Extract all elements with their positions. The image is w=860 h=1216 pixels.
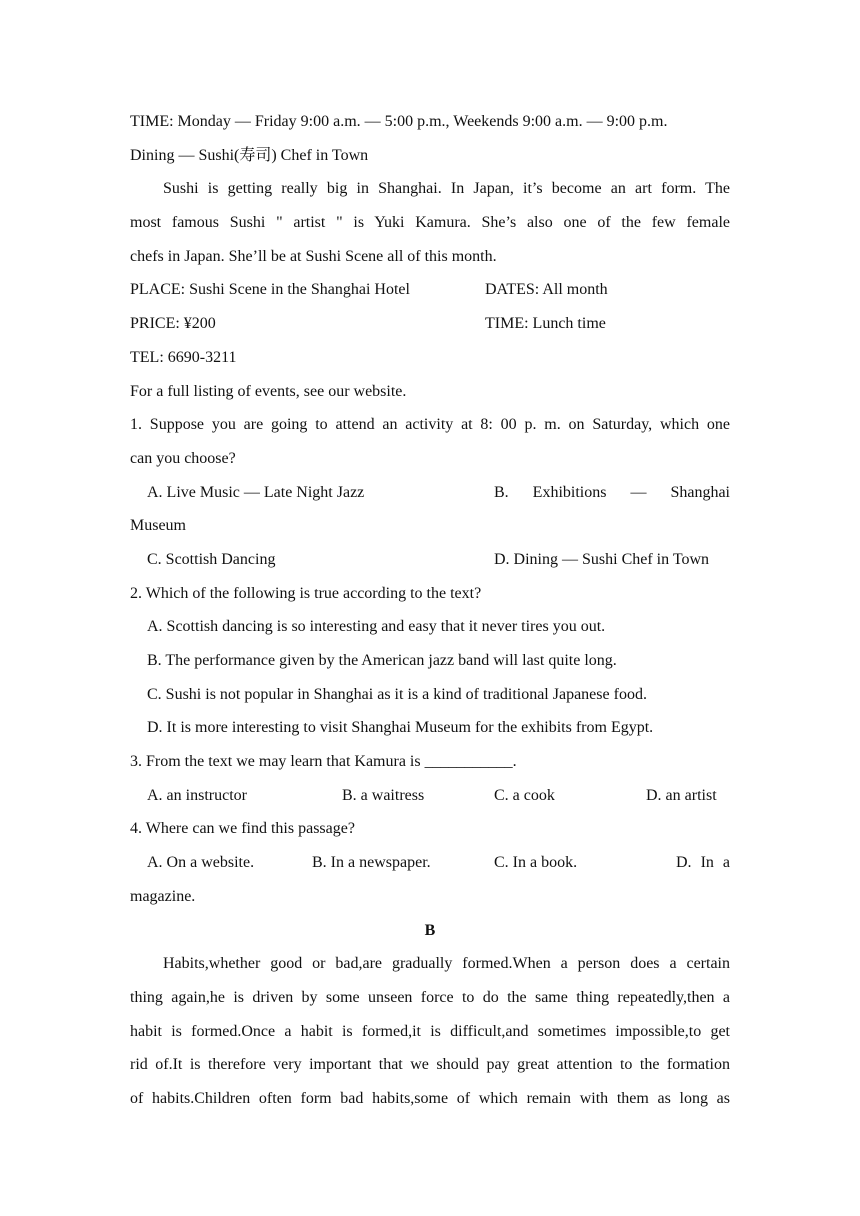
dining-heading: Dining — Sushi(寿司) Chef in Town [130, 146, 369, 164]
question-1-stem: can you choose? [130, 449, 236, 467]
option-b: B. The performance given by the American jazz band will last quite long. [147, 652, 617, 669]
question-4-options-row [130, 846, 730, 880]
option-d: D. Dining — Sushi Chef in Town [494, 550, 710, 568]
option-a: A. Scottish dancing is so interesting and easy that it never tires you out. [147, 618, 606, 636]
habits-paragraph-line: rid of.It is therefore very important that we should pay great attention to the formation [130, 1056, 730, 1074]
sushi-paragraph-line: chefs in Japan. She’ll be at Sushi Scene all of this month. [130, 247, 497, 265]
sushi-paragraph-line: most famous Sushi " artist " is Yuki Kamura. She’s also one of the few female [130, 214, 730, 232]
option-c: C. a cook [494, 786, 555, 804]
question-1-options-row [130, 543, 730, 577]
question-3-options-row [130, 779, 730, 813]
option-b-continued: Museum [130, 517, 186, 535]
tel-text: TEL: 6690-3211 [130, 348, 237, 366]
option-a: A. On a website. [147, 854, 255, 872]
option-b: B. Exhibitions — Shanghai [494, 483, 730, 501]
habits-paragraph-line: thing again,he is driven by some unseen force to do the same thing repeatedly,then a [130, 988, 730, 1006]
option-d: D. In a [676, 854, 730, 872]
habits-paragraph-line: Habits,whether good or bad,are gradually formed.When a person does a certain [163, 955, 730, 973]
option-d: D. It is more interesting to visit Shanghai Museum for the exhibits from Egypt. [147, 719, 654, 737]
question-1-stem: 1. Suppose you are going to attend an activity at 8: 00 p. m. on Saturday, which one [130, 416, 730, 434]
option-c: C. Sushi is not popular in Shanghai as it is a kind of traditional Japanese food. [147, 685, 647, 703]
dates-text: DATES: All month [485, 281, 608, 299]
lunch-time-text: TIME: Lunch time [485, 315, 606, 333]
option-c: C. In a book. [494, 854, 578, 872]
option-b: B. In a newspaper. [312, 854, 431, 872]
option-d: D. an artist [646, 786, 717, 804]
sushi-paragraph-line: Sushi is getting really big in Shanghai. In Japan, it’s become an art form. The [163, 180, 730, 198]
question-2-stem: 2. Which of the following is true according to the text? [130, 584, 482, 602]
document-page [130, 105, 730, 1116]
option-a: A. Live Music — Late Night Jazz [147, 483, 365, 501]
place-dates-row [130, 273, 730, 307]
price-time-row [130, 307, 730, 341]
place-text: PLACE: Sushi Scene in the Shanghai Hotel [130, 281, 410, 299]
option-d-continued: magazine. [130, 887, 196, 905]
option-a: A. an instructor [147, 786, 247, 804]
question-4-stem: 4. Where can we find this passage? [130, 820, 355, 838]
listing-text: For a full listing of events, see our website. [130, 382, 407, 400]
question-1-options-row [130, 476, 730, 510]
habits-paragraph-line: habit is formed.Once a habit is formed,it is difficult,and sometimes impossible,to get [130, 1022, 730, 1040]
option-b: B. a waitress [342, 786, 425, 804]
price-text: PRICE: ¥200 [130, 315, 216, 333]
habits-paragraph-line: of habits.Children often form bad habits,some of which remain with them as long as [130, 1089, 730, 1107]
option-c: C. Scottish Dancing [147, 550, 276, 568]
question-3-stem: 3. From the text we may learn that Kamura is ___________. [130, 753, 517, 771]
section-b-heading: B [424, 921, 436, 939]
event-time-line: TIME: Monday — Friday 9:00 a.m. — 5:00 p.m., Weekends 9:00 a.m. — 9:00 p.m. [130, 113, 668, 130]
